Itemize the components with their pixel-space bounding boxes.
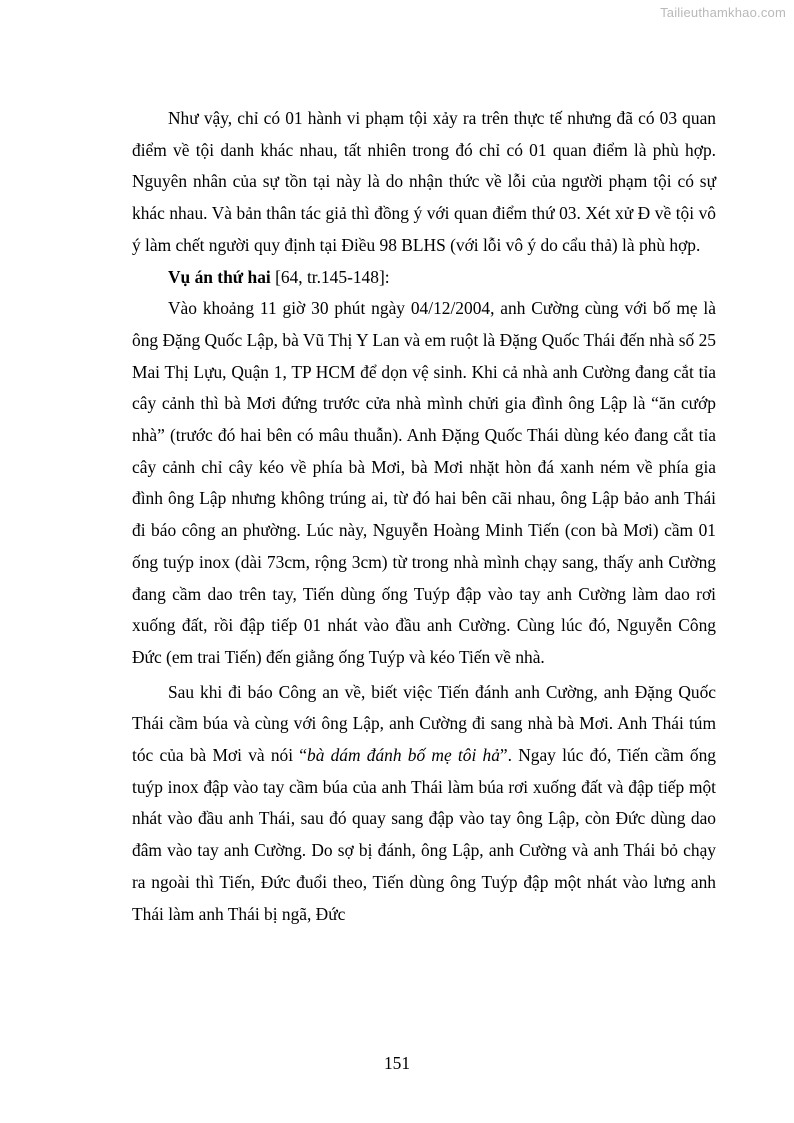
watermark-text: Tailieuthamkhao.com [660, 5, 786, 20]
paragraph-text-before-quote: Sau khi đi báo Công an về, biết việc Tiến đánh anh Cường, anh Đặng Quốc Thái cầm búa và cùng với ông Lập, anh Cường đi sang nhà bà Mơi. Anh Thái túm tóc của bà Mơi và nói “ [132, 681, 716, 766]
paragraph-case-continuation [132, 677, 716, 931]
paragraph-case-facts: Vào khoảng 11 giờ 30 phút ngày 04/12/2004, anh Cường cùng với bố mẹ là ông Đặng Quốc Lập, bà Vũ Thị Y Lan và em ruột là Đặng Quốc Thái đến nhà số 25 Mai Thị Lựu, Quận 1, TP HCM để dọn vệ sinh. Khi cả nhà anh Cường đang cắt tỉa cây cảnh thì bà Mơi đứng trước cửa nhà mình chửi gia đình ông Lập là “ăn cướp nhà” (trước đó hai bên có mâu thuẫn). Anh Đặng Quốc Thái dùng kéo đang cắt tỉa cây cảnh chỉ cây kéo về phía bà Mơi, bà Mơi nhặt hòn đá xanh ném về phía gia đình ông Lập nhưng không trúng ai, từ đó hai bên cãi nhau, ông Lập bảo anh Thái đi báo công an phường. Lúc này, Nguyễn Hoàng Minh Tiến (con bà Mơi) cầm 01 ống tuýp inox (dài 73cm, rộng 3cm) từ trong nhà mình chạy sang, thấy anh Cường đang cầm dao trên tay, Tiến dùng ống Tuýp đập vào tay anh Cường làm dao rơi xuống đất, rồi đập tiếp 01 nhát vào đầu anh Cường. Cùng lúc đó, Nguyễn Công Đức (em trai Tiến) đến giằng ống Tuýp và kéo Tiến về nhà. [132, 298, 716, 667]
paragraph-text-after-quote: ”. Ngay lúc đó, Tiến cầm ống tuýp inox đập vào tay cầm búa của anh Thái làm búa rơi xuống đất và đập tiếp một nhát vào đầu anh Thái, sau đó quay sang đập vào tay ông Lập, còn Đức dùng dao đâm vào tay anh Cường. Do sợ bị đánh, ông Lập, anh Cường và anh Thái bỏ chạy ra ngoài thì Tiến, Đức đuổi theo, Tiến dùng ông Tuýp đập một nhát vào lưng anh Thái làm anh Thái bị ngã, Đức [132, 745, 716, 924]
italic-quote: bà dám đánh bố mẹ tôi hả [307, 745, 500, 766]
page-number: 151 [383, 1053, 411, 1073]
document-body [132, 103, 716, 930]
case-reference: [64, tr.145-148]: [270, 266, 390, 287]
case-title: Vụ án thứ hai [168, 266, 271, 287]
paragraph-conclusion: Như vậy, chỉ có 01 hành vi phạm tội xảy ra trên thực tế nhưng đã có 03 quan điểm về tội danh khác nhau, tất nhiên trong đó chỉ có 01 quan điểm là phù hợp. Nguyên nhân của sự tồn tại này là do nhận thức về lỗi của người phạm tội có sự khác nhau. Và bản thân tác giả thì đồng ý với quan điểm thứ 03. Xét xử Đ về tội vô ý làm chết người quy định tại Điều 98 BLHS (với lỗi vô ý do cẩu thả) là phù hợp. [132, 108, 716, 255]
case-heading [132, 262, 716, 294]
